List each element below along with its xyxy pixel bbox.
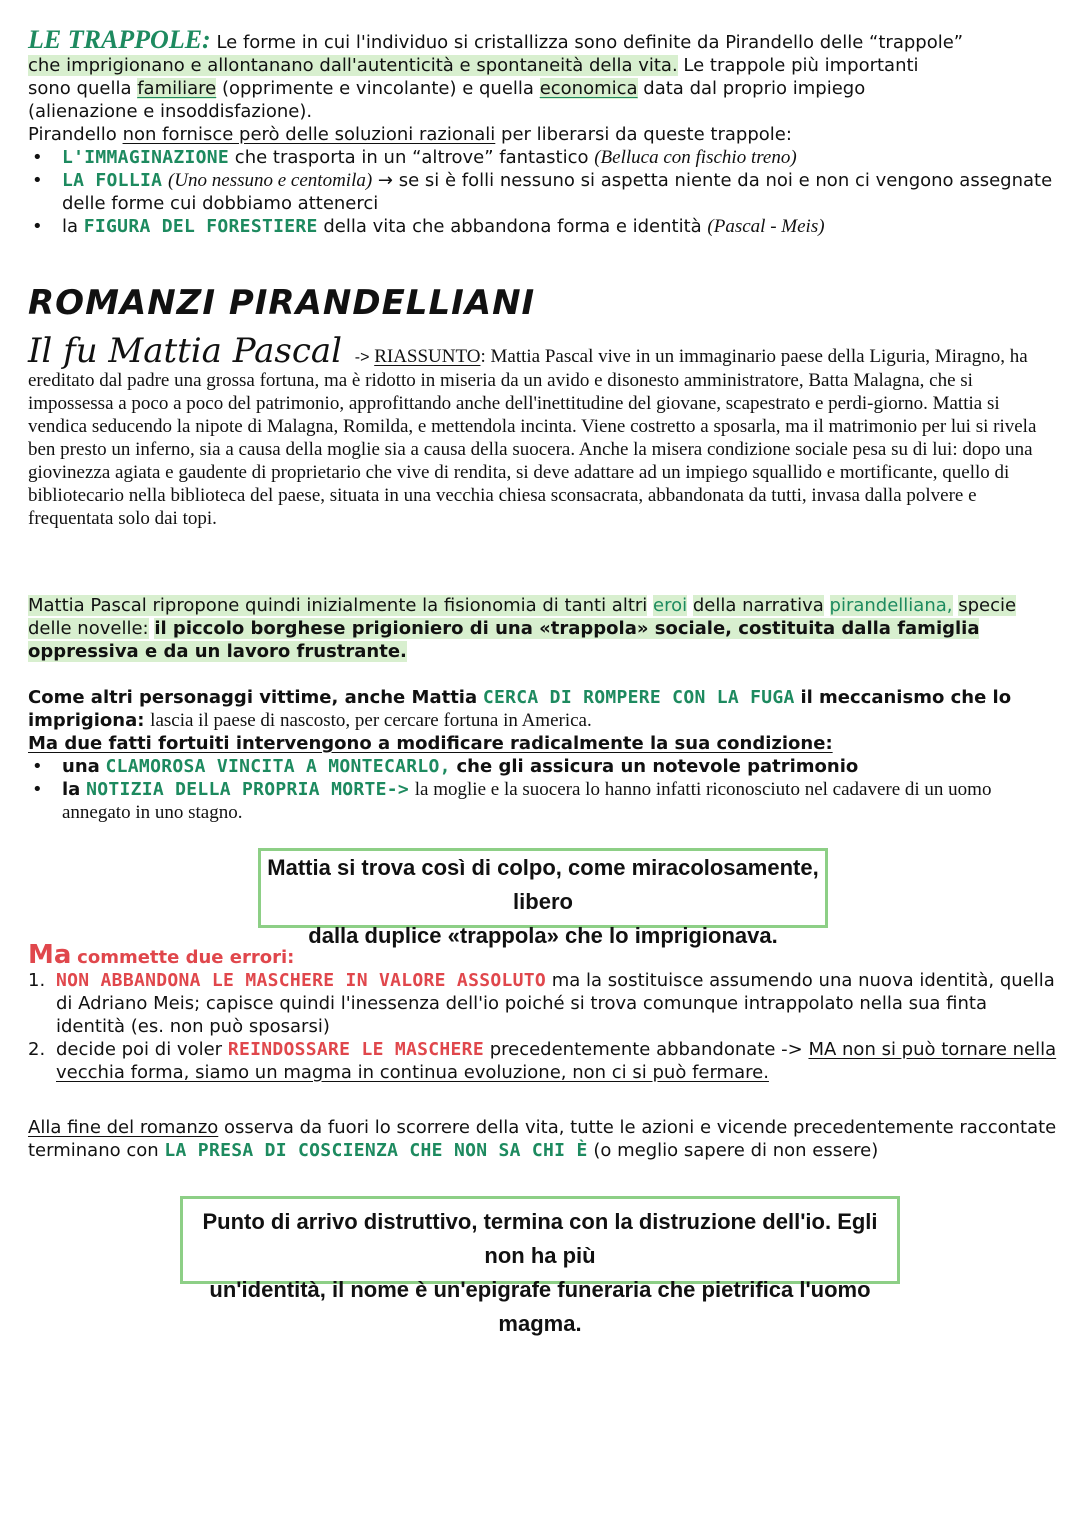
list-item [28, 755, 1058, 778]
trappole-line-4: (alienazione e insoddisfazione). [28, 101, 313, 122]
p3-text-b: il meccanismo che lo imprigiona: [28, 687, 1012, 731]
errori-rest: commette due errori: [77, 947, 295, 968]
errori-ma: Ma [28, 940, 72, 970]
mattia-p2 [28, 594, 1058, 663]
p3-text-a: Come altri personaggi vittime, anche Mattia [28, 687, 478, 708]
trappole-intro-5c: per liberarsi da queste trappole: [501, 124, 792, 145]
errore-pre: decide poi di voler [56, 1039, 223, 1060]
solution-key: FIGURA DEL FORESTIERE [83, 216, 318, 237]
trappole-intro-5b: non fornisce però delle soluzioni razionali [122, 124, 496, 145]
trappole-intro-1: Le forme in cui l'individuo si cristallizza sono definite da Pirandello delle “trappole” [216, 32, 964, 53]
page-title: ROMANZI PIRANDELLIANI [28, 283, 536, 323]
solution-note: (Belluca con fischio treno) [594, 147, 797, 168]
box2-line-2: un'identità, il nome è un'epigrafe funeraria che pietrifica l'uomo magma. [209, 1277, 871, 1336]
mattia-riassunto [28, 331, 1058, 530]
trappole-solutions-list [28, 146, 1058, 238]
p3-text-c: lascia il paese di nascosto, per cercare fortuna in America. [150, 710, 592, 731]
trappole-line-1 [28, 25, 1058, 54]
list-item [28, 778, 1058, 824]
riassunto-label: RIASSUNTO [374, 346, 481, 367]
p3-line-2: Ma due fatti fortuiti intervengono a modificare radicalmente la sua condizione: [28, 733, 833, 754]
solution-text: della vita che abbandona forma e identità [323, 216, 702, 237]
p2-text-d: il piccolo borghese prigioniero di una «trappola» sociale, costituita dalla famiglia oppressiva e da un lavoro frustrante. [28, 618, 980, 662]
trappole-intro-3b: (opprimente e vincolante) e quella [221, 78, 534, 99]
trappole-intro-3a: sono quella [28, 78, 132, 99]
trappole-line-2 [28, 54, 1058, 77]
p2-eroi: eroi [653, 595, 688, 616]
fine-c: (o meglio sapere di non essere) [593, 1140, 879, 1161]
trappole-title: LE TRAPPOLE: [28, 25, 211, 54]
solution-text: → se si è folli nessuno si aspetta niente da noi e non ci vengono assegnate delle forme cui dobbiamo attenerci [62, 170, 1053, 214]
callout-box-liberazione [258, 848, 828, 948]
event-prefix: una [62, 756, 100, 777]
event-text: che gli assicura un notevole patrimonio [456, 756, 859, 777]
box1-line-2: dalla duplice «trappola» che lo imprigionava. [308, 923, 778, 948]
errore-key: REINDOSSARE LE MASCHERE [227, 1039, 484, 1060]
trappole-intro-2b: Le trappole più importanti [683, 55, 919, 76]
errore-key: NON ABBANDONA LE MASCHERE IN VALORE ASSOLUTO [56, 970, 547, 991]
riassunto-rest: Miragno, ha ereditato dal padre una grossa fortuna, ma è ridotto in miseria da un avido e disonesto amministratore, Batta Malagna, che si impossessa a poco a poco del patrimonio, approfittando anche dell'inettitudine del giovane, scapestrato e perdi-giorno. Mattia si vendica seducendo la nipote di Malagna, Romilda, e mettendola incinta. Viene costretto a sposarla, ma il matrimonio per lui si rivela ben presto un inferno, sia a causa della moglie sia a causa della suocera. Anche la misera condizione sociale pesa su di lui: dopo una giovinezza agiata e gaudente di proprietario che vive di rendita, si deve adattare ad un impiego squallido e mortificante, quello di bibliotecario nella biblioteca del paese, situata in una vecchia chiesa sconsacrata, abbandonata da tutti, invasa dalla polvere e frequentata solo dai topi. [28, 346, 1037, 529]
arrow: -> [354, 349, 370, 366]
solution-note: (Pascal - Meis) [707, 216, 825, 237]
event-key: CLAMOROSA VINCITA A MONTECARLO, [105, 756, 451, 777]
events-list [28, 755, 1058, 824]
errori-list [28, 969, 1058, 1084]
list-item [28, 969, 1058, 1038]
trappole-section [28, 25, 1058, 238]
trappola-economica: economica [539, 78, 638, 99]
fine-key: LA PRESA DI COSCIENZA CHE NON SA CHI È [164, 1140, 588, 1161]
event-text: la moglie e la suocera lo hanno infatti riconosciuto nel cadavere di un uomo annegato in uno stagno. [62, 779, 992, 823]
item-number: 2. [28, 1039, 46, 1060]
trappole-intro-5a: Pirandello [28, 124, 117, 145]
list-item [28, 1038, 1058, 1084]
item-number: 1. [28, 970, 46, 991]
list-item [28, 146, 1058, 169]
trappole-line-5 [28, 123, 1058, 146]
p2-pirandelliana: pirandelliana, [829, 595, 953, 616]
callout-box-conclusione [180, 1196, 900, 1336]
romanzi-heading [28, 283, 1058, 323]
fine-b: osserva da fuori lo scorrere della vita, tutte le azioni e vicende precedentemente raccontate terminano con [28, 1117, 1057, 1161]
solution-key: L'IMMAGINAZIONE [62, 147, 230, 168]
box2-line-1: Punto di arrivo distruttivo, termina con la distruzione dell'io. Egli non ha più [202, 1209, 878, 1268]
fine-a: Alla fine del romanzo [28, 1117, 219, 1138]
p3-line-1 [28, 686, 1058, 732]
errori-heading [28, 940, 1058, 970]
solution-text: che trasporta in un “altrove” fantastico [234, 147, 589, 168]
solution-key: LA FOLLIA [62, 170, 163, 191]
riassunto-first: : Mattia Pascal vive in un immaginario paese della Liguria, [480, 346, 931, 367]
box1-line-1: Mattia si trova così di colpo, come miracolosamente, libero [267, 855, 819, 914]
trappola-familiare: familiare [137, 78, 217, 99]
p2-text-a: Mattia Pascal ripropone quindi inizialmente la fisionomia di tanti altri [28, 595, 648, 616]
event-prefix: la [62, 779, 81, 800]
p2-text-b: della narrativa [692, 595, 824, 616]
riassunto-paragraph [28, 331, 1058, 530]
p3-key: CERCA DI ROMPERE CON LA FUGA [482, 687, 795, 708]
list-item [28, 169, 1058, 215]
mattia-p3 [28, 686, 1058, 824]
trappole-line-3 [28, 77, 1058, 100]
errore-text: precedentemente abbandonate -> [489, 1039, 803, 1060]
solution-note: (Uno nessuno e centomila) [167, 170, 373, 191]
event-key: NOTIZIA DELLA PROPRIA MORTE-> [86, 779, 410, 800]
p2-text-c: specie delle novelle: [28, 595, 1017, 639]
errore-tail: MA non si può tornare nella vecchia forma, siamo un magma in continua evoluzione, non ci si può fermare. [56, 1039, 1057, 1083]
errori-section [28, 940, 1058, 1084]
trappole-highlight: che imprigionano e allontanano dall'autenticità e spontaneità della vita. [28, 55, 678, 76]
fine-paragraph [28, 1116, 1058, 1162]
list-item [28, 215, 1058, 238]
solution-prefix: la [62, 216, 79, 237]
trappole-intro-3c: data dal proprio impiego [643, 78, 866, 99]
errore-text: ma la sostituisce assumendo una nuova identità, quella di Adriano Meis; capisce quindi l'inessenza dell'io poiché si trova comunque intrappolato nella sua finta identità (es. non può sposarsi) [56, 970, 1055, 1037]
section-title: Il fu Mattia Pascal [28, 331, 343, 371]
